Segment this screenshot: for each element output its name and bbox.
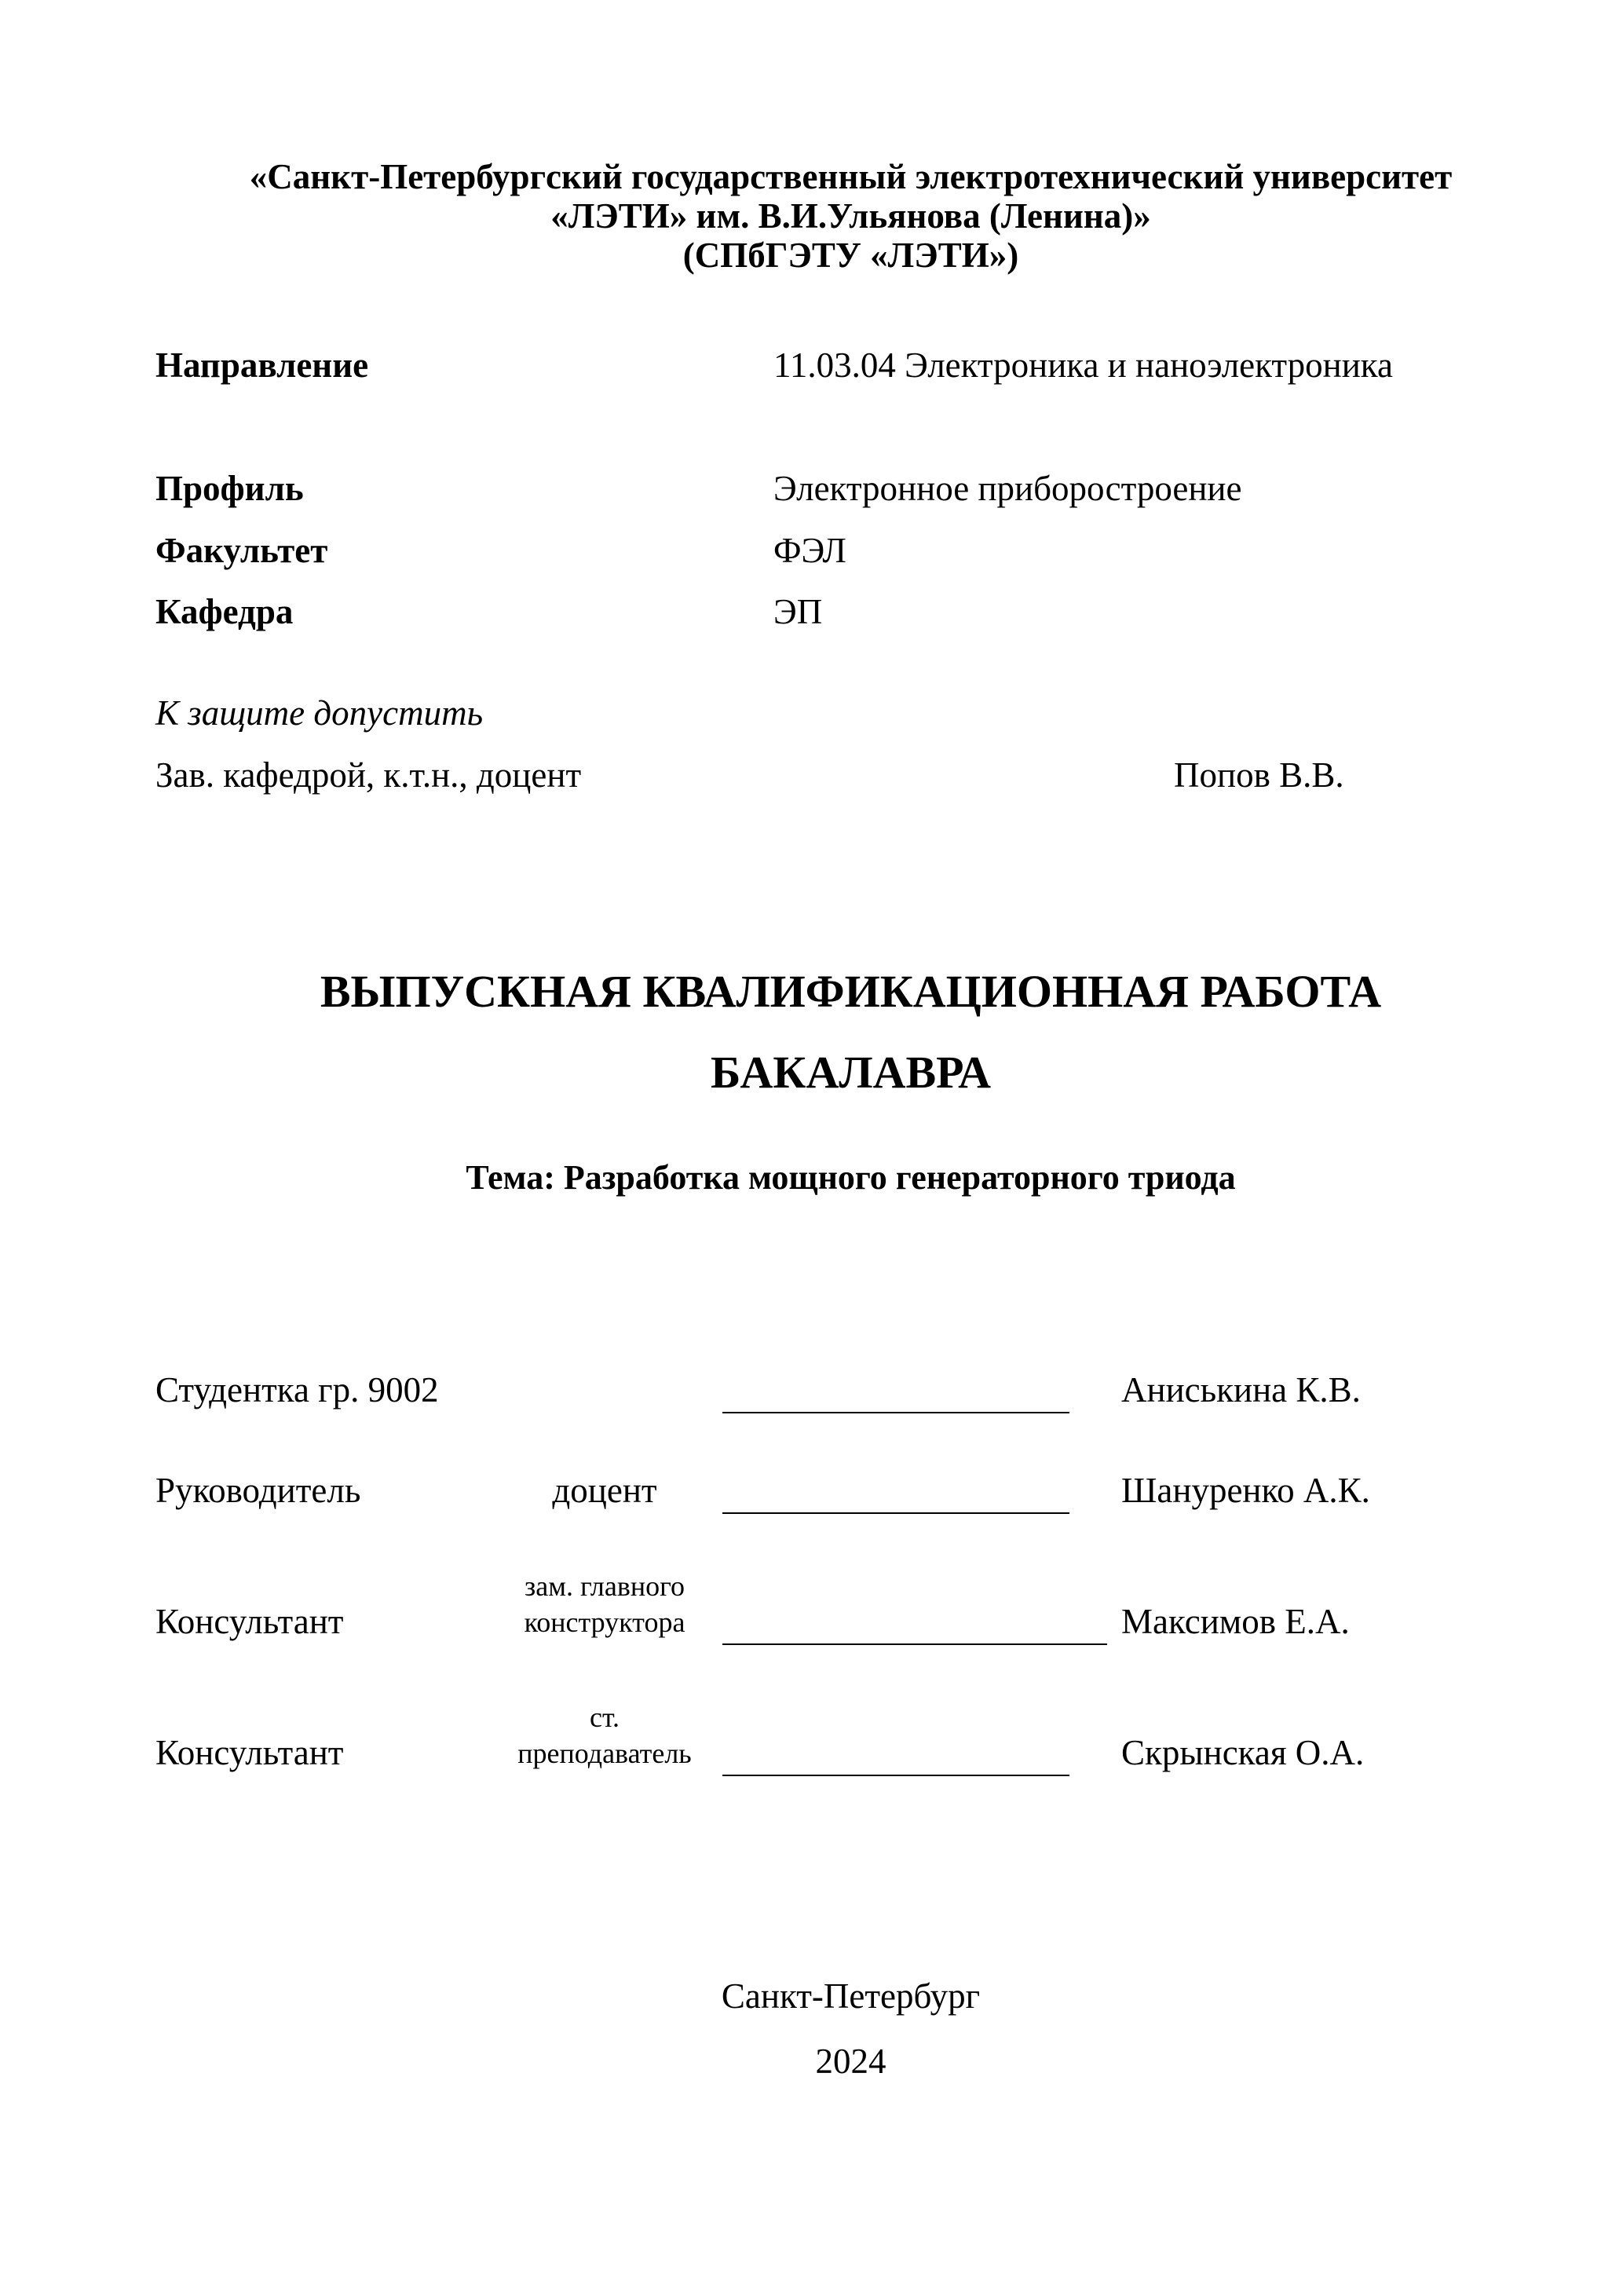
supervisor-name: Шануренко А.К. <box>1121 1471 1370 1510</box>
consultant2-role: Консультант <box>155 1733 344 1772</box>
department-value: ЭП <box>773 592 823 631</box>
city: Санкт-Петербург <box>721 1976 981 2016</box>
direction-label: Направление <box>155 345 369 385</box>
consultant1-position-line2: конструктора <box>524 1607 685 1638</box>
student-signature-line <box>722 1412 1069 1413</box>
consultant2-position-line2: преподаватель <box>517 1738 692 1769</box>
work-topic: Тема: Разработка мощного генераторного триода <box>466 1158 1236 1197</box>
year: 2024 <box>815 2042 886 2081</box>
department-label: Кафедра <box>155 592 294 631</box>
consultant2-name: Скрынская О.А. <box>1121 1733 1365 1772</box>
profile-label: Профиль <box>155 469 304 508</box>
department-head-role: Зав. кафедрой, к.т.н., доцент <box>155 755 582 795</box>
supervisor-signature-line <box>722 1512 1069 1514</box>
university-name-line2: «ЛЭТИ» им. В.И.Ульянова (Ленина)» <box>550 196 1151 236</box>
faculty-value: ФЭЛ <box>773 531 846 570</box>
university-name-line1: «Санкт-Петербургский государственный электротехнический университет <box>249 157 1453 196</box>
university-abbreviation: (СПбГЭТУ «ЛЭТИ») <box>682 236 1019 275</box>
supervisor-role: Руководитель <box>155 1471 361 1510</box>
faculty-label: Факультет <box>155 531 328 570</box>
department-head-name: Попов В.В. <box>1174 755 1344 795</box>
direction-value: 11.03.04 Электроника и наноэлектроника <box>773 345 1393 385</box>
profile-value: Электронное приборостроение <box>773 469 1242 508</box>
consultant1-position-line1: зам. главного <box>525 1570 685 1602</box>
student-name: Аниськина К.В. <box>1121 1370 1361 1409</box>
student-role: Студентка гр. 9002 <box>155 1370 439 1409</box>
work-title-line2: БАКАЛАВРА <box>710 1047 992 1098</box>
consultant2-position-line1: ст. <box>589 1702 620 1733</box>
work-title-line1: ВЫПУСКНАЯ КВАЛИФИКАЦИОННАЯ РАБОТА <box>320 966 1382 1017</box>
consultant1-role: Консультант <box>155 1602 344 1641</box>
admit-to-defense-text: К защите допустить <box>155 693 484 733</box>
consultant2-signature-line <box>722 1775 1069 1776</box>
supervisor-position: доцент <box>552 1471 657 1510</box>
consultant1-name: Максимов Е.А. <box>1121 1602 1350 1641</box>
consultant1-signature-line <box>722 1643 1107 1645</box>
